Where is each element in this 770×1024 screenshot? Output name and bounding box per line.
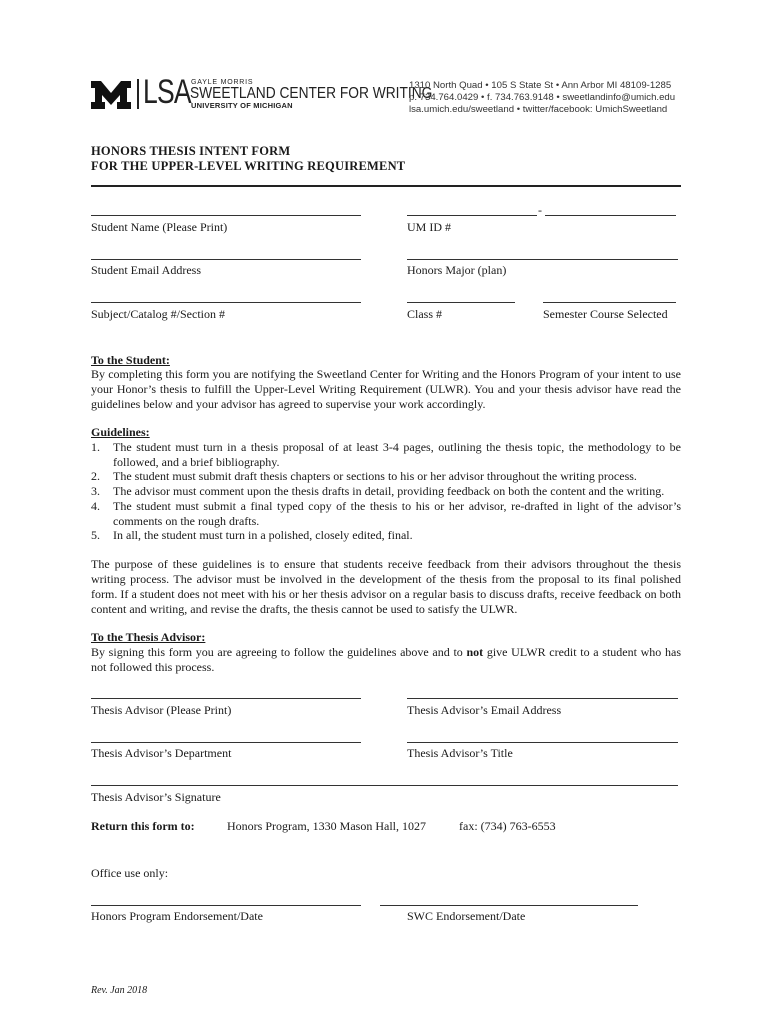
- return-address: Honors Program, 1330 Mason Hall, 1027: [227, 819, 426, 833]
- guidelines-heading: Guidelines:: [91, 425, 150, 439]
- to-advisor-heading: To the Thesis Advisor:: [91, 630, 206, 644]
- um-id-dash: -: [538, 203, 542, 217]
- guideline-number: 4.: [91, 499, 100, 513]
- logo-university: UNIVERSITY OF MICHIGAN: [191, 101, 293, 110]
- honors-major-line[interactable]: [407, 259, 678, 260]
- swc-endorsement-label: SWC Endorsement/Date: [407, 909, 526, 923]
- purpose-text: The purpose of these guidelines is to ensure that students receive feedback from their advisors throughout the thesis writing process. The advisor must be involved in the development of the thesis from the proposal to its final polished form. If a student does not meet with his or her thesis advisor on a regular basis to discuss drafts, receive feedback on both content and writing, and revise the drafts, the thesis cannot be used to satisfy the ULWR.: [91, 557, 681, 616]
- subject-catalog-line[interactable]: [91, 302, 361, 303]
- advisor-email-line[interactable]: [407, 698, 678, 699]
- to-student-heading: To the Student:: [91, 353, 170, 367]
- swc-endorsement-line[interactable]: [380, 905, 638, 906]
- student-email-line[interactable]: [91, 259, 361, 260]
- student-name-label: Student Name (Please Print): [91, 220, 228, 234]
- title-rule: [91, 185, 681, 187]
- guideline-number: 1.: [91, 440, 100, 454]
- guideline-number: 3.: [91, 484, 100, 498]
- return-fax: fax: (734) 763-6553: [459, 819, 556, 833]
- office-use-label: Office use only:: [91, 866, 169, 880]
- contact-phone: p. 734.764.0429 • f. 734.763.9148 • sweetlandinfo@umich.edu: [409, 92, 676, 103]
- contact-web: lsa.umich.edu/sweetland • twitter/facebook: UmichSweetland: [409, 104, 668, 115]
- contact-address: 1310 North Quad • 105 S State St • Ann Arbor MI 48109-1285: [409, 80, 672, 91]
- to-advisor-text: By signing this form you are agreeing to follow the guidelines above and to not give ULWR credit to a student who has not followed this process.: [91, 645, 681, 674]
- advisor-name-label: Thesis Advisor (Please Print): [91, 703, 232, 717]
- semester-label: Semester Course Selected: [543, 307, 668, 321]
- guideline-number: 2.: [91, 469, 100, 483]
- subject-catalog-label: Subject/Catalog #/Section #: [91, 307, 225, 321]
- um-id-line-1[interactable]: [407, 215, 537, 216]
- logo-separator: [137, 79, 139, 109]
- advisor-email-label: Thesis Advisor’s Email Address: [407, 703, 562, 717]
- guideline-item: The student must turn in a thesis proposal of at least 3-4 pages, outlining the thesis topic, the methodology to be followed, and a brief bibliography.: [113, 440, 681, 469]
- advisor-title-label: Thesis Advisor’s Title: [407, 746, 513, 760]
- advisor-signature-line[interactable]: [91, 785, 678, 786]
- class-num-label: Class #: [407, 307, 443, 321]
- logo-center-name: SWEETLAND CENTER FOR WRITING: [190, 85, 433, 102]
- form-subtitle: FOR THE UPPER-LEVEL WRITING REQUIREMENT: [91, 159, 406, 173]
- student-email-label: Student Email Address: [91, 263, 201, 277]
- guideline-number: 5.: [91, 528, 100, 542]
- honors-endorsement-label: Honors Program Endorsement/Date: [91, 909, 263, 923]
- semester-line[interactable]: [543, 302, 676, 303]
- advisor-department-label: Thesis Advisor’s Department: [91, 746, 232, 760]
- guideline-item: In all, the student must turn in a polished, closely edited, final.: [113, 528, 413, 542]
- honors-major-label: Honors Major (plan): [407, 263, 507, 277]
- to-student-text: By completing this form you are notifying the Sweetland Center for Writing and the Honors Program of your intent to use your Honor’s thesis to fulfill the Upper-Level Writing Requirement (ULWR). You and your thesis advisor have read the guidelines below and your advisor has agreed to supervise your work accordingly.: [91, 367, 681, 411]
- advisor-department-line[interactable]: [91, 742, 361, 743]
- um-id-line-2[interactable]: [545, 215, 676, 216]
- honors-endorsement-line[interactable]: [91, 905, 361, 906]
- guideline-item: The student must submit draft thesis chapters or sections to his or her advisor throughout the writing process.: [113, 469, 637, 483]
- return-label: Return this form to:: [91, 819, 195, 833]
- guideline-item: The advisor must comment upon the thesis drafts in detail, providing feedback on both the content and the writing.: [113, 484, 665, 498]
- form-title: HONORS THESIS INTENT FORM: [91, 144, 291, 158]
- advisor-name-line[interactable]: [91, 698, 361, 699]
- student-name-line[interactable]: [91, 215, 361, 216]
- um-id-label: UM ID #: [407, 220, 451, 234]
- emphasis-not: not: [466, 645, 484, 659]
- revision-date: Rev. Jan 2018: [91, 985, 148, 996]
- block-m-logo: [91, 81, 131, 109]
- advisor-signature-label: Thesis Advisor’s Signature: [91, 790, 221, 804]
- class-num-line[interactable]: [407, 302, 515, 303]
- advisor-title-line[interactable]: [407, 742, 678, 743]
- logo-subtitle: GAYLE MORRIS: [191, 79, 254, 86]
- lsa-logo-text: LSA: [143, 73, 191, 111]
- guideline-item: The student must submit a final typed copy of the thesis to his or her advisor, re-drafted in light of the advisor’s comments on the rough drafts.: [113, 499, 681, 528]
